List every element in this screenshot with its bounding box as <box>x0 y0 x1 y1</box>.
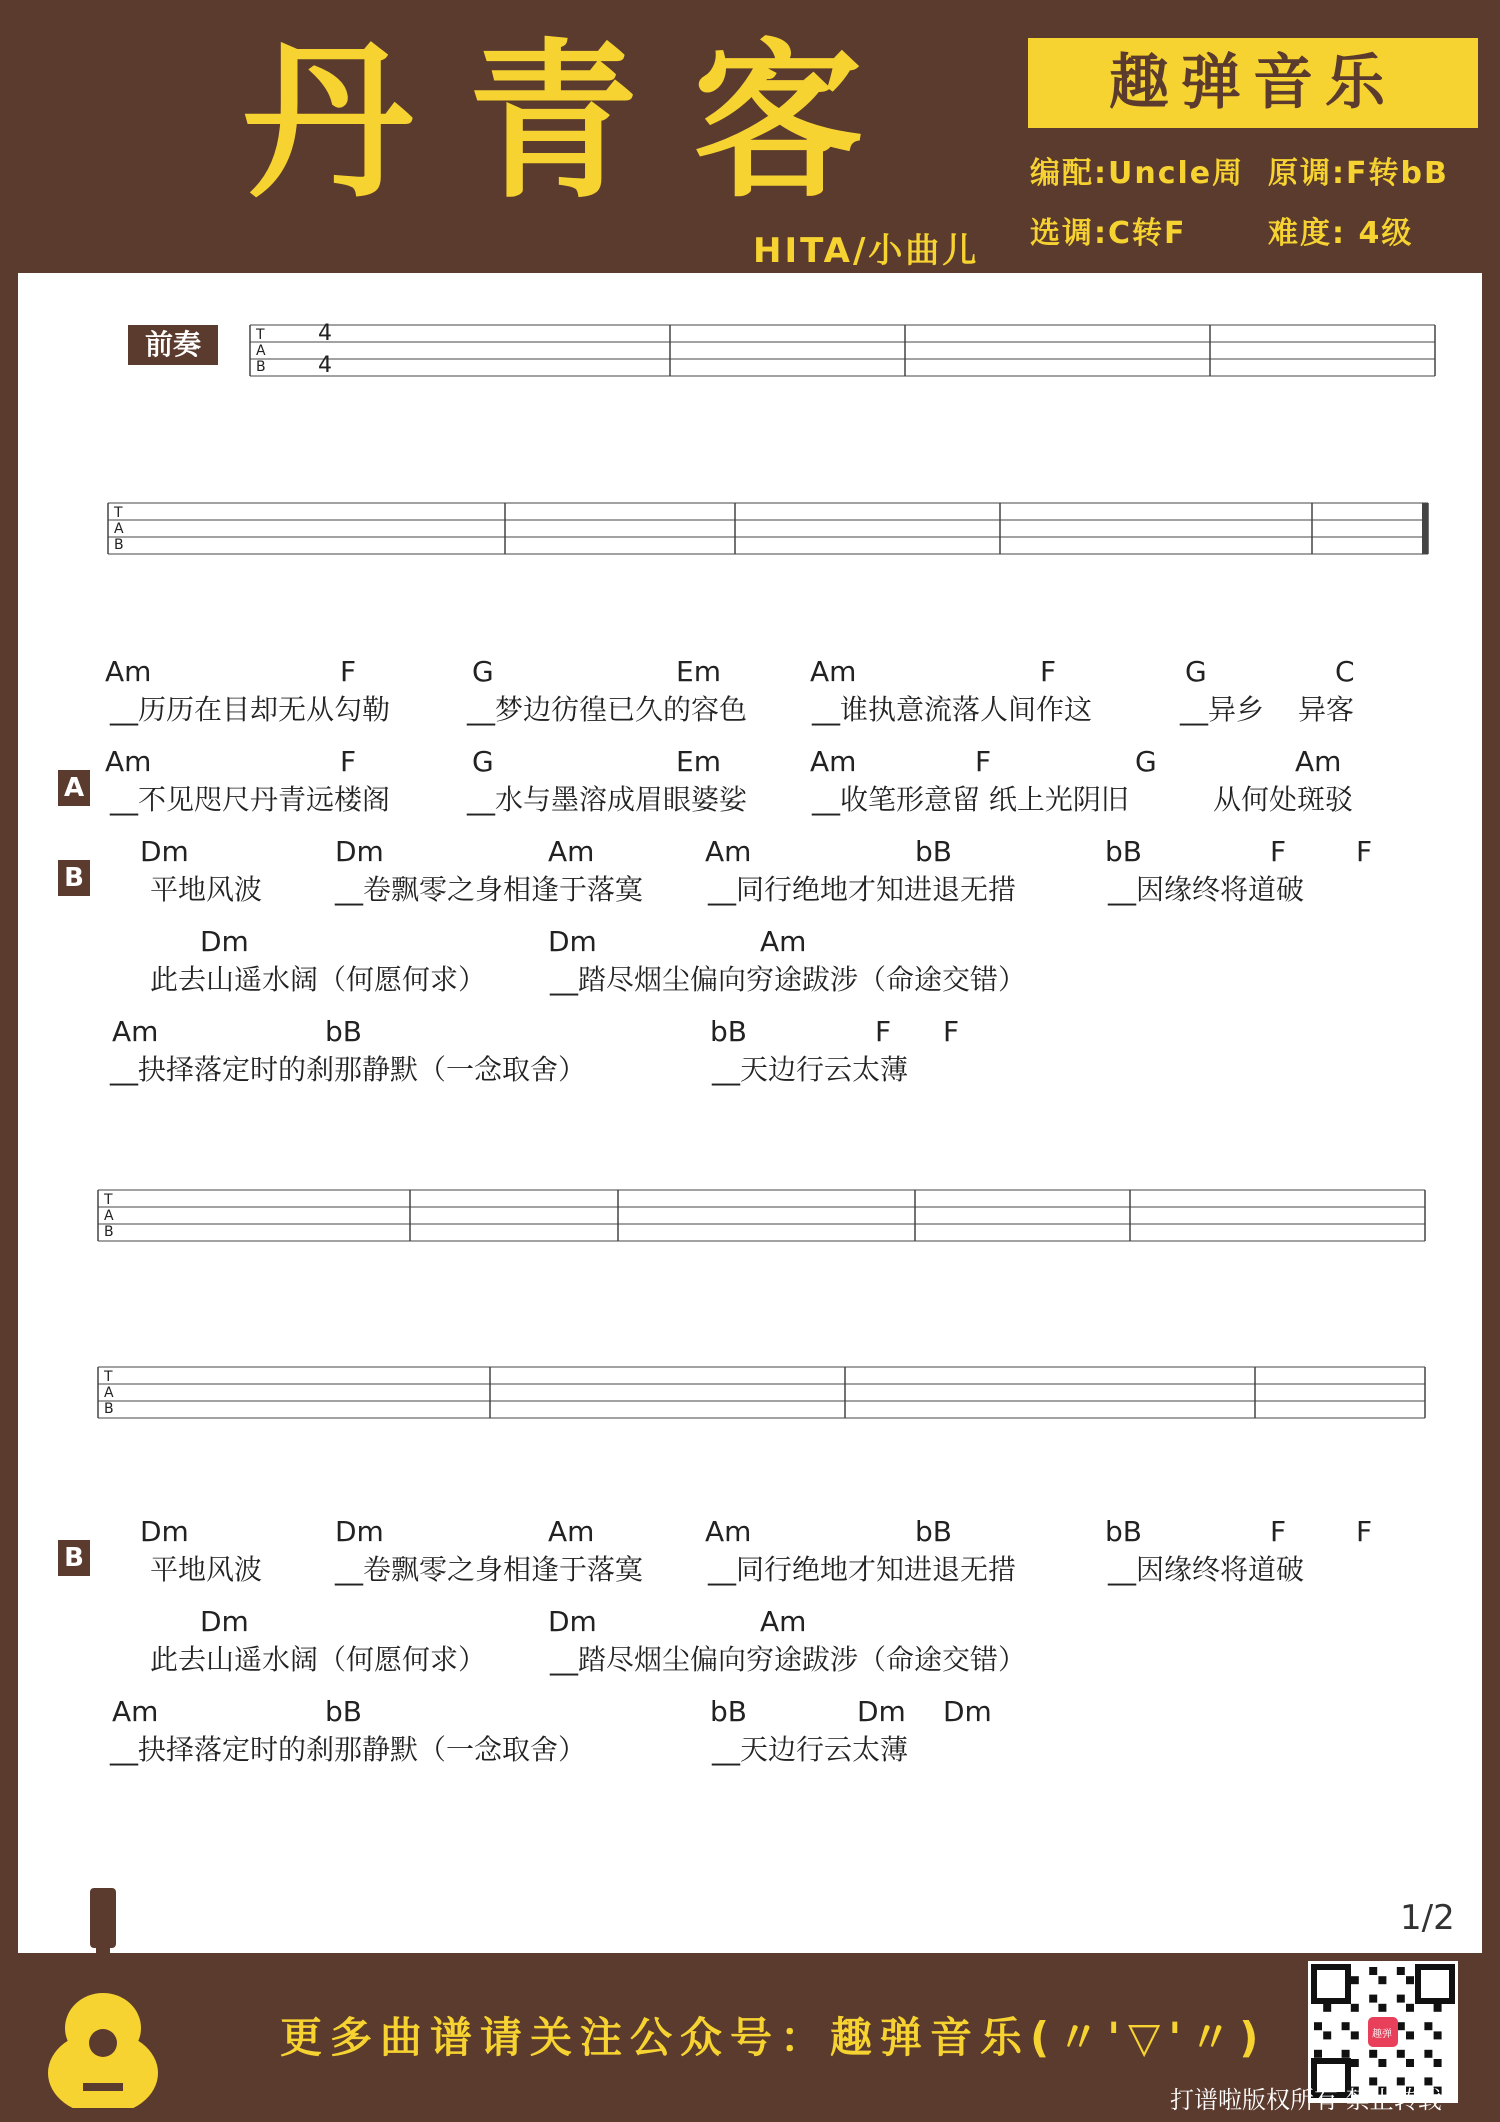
lyric: __梦边彷徨已久的容色 <box>467 693 748 726</box>
chord: F <box>975 745 992 778</box>
lyric: __天边行云太薄 <box>712 1053 909 1086</box>
tab-letter: A <box>256 343 266 359</box>
chord: bB <box>915 1515 952 1548</box>
lyric: __不见咫尺丹青远楼阁 <box>110 783 391 816</box>
original-key: 原调:F转bB <box>1268 156 1449 191</box>
chord: Am <box>705 1515 752 1548</box>
lyric: 此去山遥水阔（何愿何求） <box>150 1643 487 1676</box>
chord: F <box>875 1015 892 1048</box>
difficulty: 难度: 4级 <box>1268 216 1414 251</box>
selected-key: 选调:C转F <box>1030 216 1187 251</box>
tab-letter: B <box>114 537 124 553</box>
lyric: __因缘终将道破 <box>1108 873 1305 906</box>
chord: Dm <box>857 1695 906 1728</box>
footer-text: 更多曲谱请关注公众号：趣弹音乐(〃'▽'〃) <box>280 2013 1267 2062</box>
chord: bB <box>710 1015 747 1048</box>
tab-letter: A <box>104 1385 114 1401</box>
chord: bB <box>1105 1515 1142 1548</box>
lyric: __异乡 <box>1180 693 1265 726</box>
chord: F <box>1270 1515 1287 1548</box>
lyric: __水与墨溶成眉眼婆娑 <box>467 783 748 816</box>
lyric: 此去山遥水阔（何愿何求） <box>150 963 487 996</box>
lyric: __同行绝地才知进退无措 <box>708 1553 1017 1586</box>
chord: Dm <box>140 835 189 868</box>
chord: F <box>1356 1515 1373 1548</box>
chord: Dm <box>548 1605 597 1638</box>
lyric: __谁执意流落人间作这 <box>812 693 1093 726</box>
lyric: __天边行云太薄 <box>712 1733 909 1766</box>
tab-letter: A <box>104 1208 114 1224</box>
lyric: 平地风波 <box>150 1553 263 1586</box>
chord: bB <box>325 1695 362 1728</box>
tab-letter: T <box>104 1369 113 1385</box>
chord: G <box>472 745 494 778</box>
chord: Dm <box>140 1515 189 1548</box>
chord: Dm <box>548 925 597 958</box>
chord: Dm <box>335 1515 384 1548</box>
lyric: 平地风波 <box>150 873 263 906</box>
lyric: __踏尽烟尘偏向穷途跋涉（命途交错） <box>550 963 1027 996</box>
chord: F <box>340 745 357 778</box>
chord: bB <box>1105 835 1142 868</box>
chord: F <box>1356 835 1373 868</box>
chord: G <box>1185 655 1207 688</box>
chord: bB <box>325 1015 362 1048</box>
chord: Em <box>676 655 721 688</box>
page-number: 1/2 <box>1400 1898 1455 1938</box>
song-title: 丹青客 <box>243 24 919 222</box>
chord: Em <box>676 745 721 778</box>
tab-letter: B <box>256 359 266 375</box>
lyric: 从何处斑驳 <box>1213 783 1354 816</box>
chord: Am <box>548 835 595 868</box>
lyric: __同行绝地才知进退无措 <box>708 873 1017 906</box>
chord: C <box>1335 655 1355 688</box>
chord: Am <box>112 1015 159 1048</box>
chord: Am <box>760 1605 807 1638</box>
lyric: __因缘终将道破 <box>1108 1553 1305 1586</box>
chord: Dm <box>943 1695 992 1728</box>
copyright: 打谱啦版权所有 禁止转载 <box>1170 2086 1442 2114</box>
lyric: __卷飘零之身相逢于落寞 <box>335 1553 644 1586</box>
section-label-a: A <box>58 770 90 806</box>
tab-letter: 4 <box>318 321 332 346</box>
lyric: __历历在目却无从勾勒 <box>110 693 391 726</box>
tab-letter: T <box>114 505 123 521</box>
chord: Am <box>760 925 807 958</box>
chord: F <box>943 1015 960 1048</box>
lyric: 异客 <box>1298 693 1355 726</box>
tab-letter: T <box>104 1192 113 1208</box>
qr-label: 趣弹 <box>1372 2029 1392 2040</box>
lyric: __踏尽烟尘偏向穷途跋涉（命途交错） <box>550 1643 1027 1676</box>
section-label-b2: B <box>58 1540 90 1576</box>
intro-label: 前奏 <box>128 325 218 365</box>
chord: Dm <box>200 1605 249 1638</box>
chord: Am <box>810 745 857 778</box>
arranger: 编配:Uncle周 <box>1030 156 1245 191</box>
chord: F <box>1270 835 1287 868</box>
chord: Am <box>112 1695 159 1728</box>
chord: Am <box>1295 745 1342 778</box>
ukulele-icon <box>28 1888 188 2108</box>
tab-letter: T <box>256 327 265 343</box>
section-label-b: B <box>58 860 90 896</box>
chord: Am <box>105 745 152 778</box>
lyric: __收笔形意留 纸上光阴旧 <box>812 783 1129 816</box>
chord: F <box>340 655 357 688</box>
chord: Am <box>105 655 152 688</box>
chord: Dm <box>335 835 384 868</box>
chord: G <box>1135 745 1157 778</box>
chord: Am <box>548 1515 595 1548</box>
lyric: __抉择落定时的刹那静默（一念取舍） <box>110 1053 587 1086</box>
tab-letter: B <box>104 1224 114 1240</box>
artist: HITA/小曲儿 <box>753 231 980 271</box>
tab-letter: A <box>114 521 124 537</box>
tab-letter: 4 <box>318 353 332 378</box>
brand-name: 趣弹音乐 <box>1109 48 1397 118</box>
chord: Am <box>810 655 857 688</box>
lyric: __抉择落定时的刹那静默（一念取舍） <box>110 1733 587 1766</box>
tab-letter: B <box>104 1401 114 1417</box>
chord: Dm <box>200 925 249 958</box>
chord: Am <box>705 835 752 868</box>
chord: bB <box>710 1695 747 1728</box>
chord: F <box>1040 655 1057 688</box>
chord: bB <box>915 835 952 868</box>
lyric: __卷飘零之身相逢于落寞 <box>335 873 644 906</box>
chord: G <box>472 655 494 688</box>
